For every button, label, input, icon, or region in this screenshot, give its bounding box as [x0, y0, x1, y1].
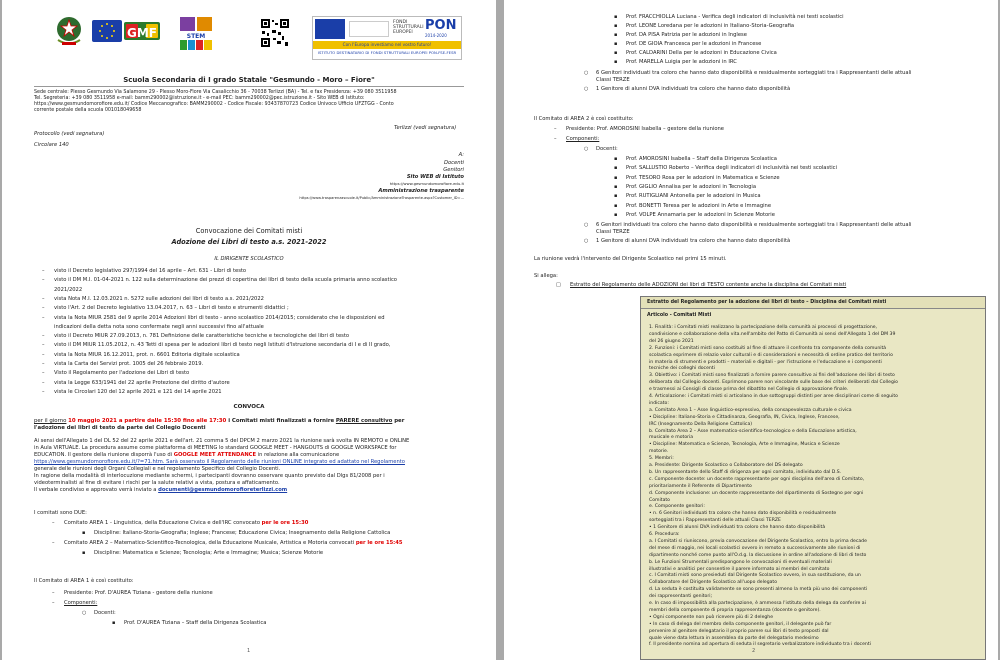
excerpt-line: • Ogni componente non può ricevere più di 2 deleghe: [649, 614, 774, 620]
body-line-2: in Aula VIRTUALE. La procedura assume come piattaforma di MEETING lo standard GOOGLE MEET - HANGOUTS di GOOGLE WORKSPACE for: [34, 445, 397, 451]
excerpt-line: quale viene data lettura in assemblea da parte del delegatario medesimo: [649, 635, 819, 641]
recipient-amm-url[interactable]: https://www.trasparenzascuole.it/Public/AmministrazioneTrasparente.aspx?Customer_ID=...: [299, 196, 464, 200]
excerpt-line: e trasmessi ai Consigli di classe prima del dibattito nel Collegio di approvazione finale.: [649, 387, 849, 393]
page-number: 1: [247, 648, 251, 654]
dash-bullet-icon: –: [42, 295, 45, 302]
gmf-school-logo: [122, 16, 162, 46]
comitati-heading: I comitati sono DUE:: [34, 510, 87, 516]
visto-item: vista Nota M.I. 12.03.2021 n. 5272 sulle adozioni dei libri di testo a.s. 2021/2022: [54, 295, 264, 302]
dash-bullet-icon: –: [42, 379, 45, 386]
dva-area1: 1 Genitore di alunni DVA individuati tra coloro che hanno dato disponibilità: [596, 86, 791, 92]
circolare: Circolare 140: [34, 142, 69, 148]
dash-bullet-icon: –: [42, 342, 45, 349]
comitato-area1: [64, 520, 308, 526]
excerpt-line: • n. 6 Genitori individuati tra coloro che hanno dato disponibilità e residualmente: [649, 511, 837, 517]
excerpt-line: tecniche dei colleghi docenti: [649, 366, 715, 372]
genitori-area1-line2: Classi TERZE: [596, 77, 630, 83]
excerpt-line: condivisione e collaborazione della vita.nell'ambito del Patto di Comunità ai sensi dell'Allegato 1 del DM 39: [649, 331, 896, 337]
area2-heading: Il Comitato di AREA 2 è così costituito:: [534, 116, 634, 122]
google-meet-attendance: GOOGLE MEET ATTENDANCE: [173, 452, 257, 458]
excerpt-line: f. Il presidente nomina ad apertura di seduta il segretario verbalizzatore individuato tra i docenti: [649, 642, 871, 648]
square-bullet-icon: ▪: [614, 174, 618, 181]
excerpt-line: musicale e motoria: [649, 435, 694, 441]
visto-item: vista la Carta dei Servizi prot. 1005 del 26 febbraio 2019.: [54, 361, 204, 367]
header-divider: [34, 86, 464, 87]
comitato-area2-time: per le ore 15:45: [355, 540, 403, 546]
excerpt-line: dei rappresentanti genitori;: [649, 594, 713, 600]
genitori-area1-line1: 6 Genitori individuati tra coloro che hanno dato disponibilità e residualmente sorteggiati tra i Rappresentanti delle attuali: [596, 70, 912, 76]
excerpt-line: 4. Articolazione: i Comitati misti si articolano in due sottogruppi distinti per aree disciplinari come di seguito: [649, 394, 898, 399]
body-line-3-text: EDUCATION. Il gestore della riunione disporrà l'uso di: [34, 452, 173, 458]
excerpt-articolo: Articolo - Comitati Misti: [647, 313, 712, 318]
dash-bullet-icon: –: [554, 136, 557, 142]
convocation-line-1: [34, 418, 404, 424]
excerpt-line: b. Le Funzioni Strumentali predispongono le convocazioni di eventuali materiali: [649, 559, 832, 565]
area1-member: Prof. LEONE Loredana per le adozioni in Italiano-Storia-Geografia: [626, 23, 795, 29]
square-bullet-icon: ▪: [82, 550, 86, 556]
comitato-area2-text: Comitato AREA 2 – Matematico-Scientifico-Tecnologica, della Educazione Musicale, Artistica e Motoria convocati: [64, 540, 355, 546]
pon-years: 2014-2020: [425, 33, 447, 38]
email-link[interactable]: documenti@gesmundomorofioreterlizzi.com: [158, 487, 288, 493]
area2-member: Prof. VOLPE Annamaria per le adozioni in Scienze Motorie: [626, 211, 775, 218]
area1-member: Prof. DE GIOIA Francesca per le adozioni in Francese: [626, 41, 762, 47]
dash-bullet-icon: –: [42, 370, 45, 377]
visto-item: visto il Decreto legislativo 297/1994 del 16 aprile – Art. 631 - Libri di testo: [54, 268, 247, 274]
visto-item: visto il DM MIUR 11.05.2012, n. 43 Tetti di spesa per le adozioni libri di testo negli Istituti d'Istruzione secondaria di I e di II grado,: [54, 342, 391, 349]
dash-bullet-icon: –: [42, 333, 45, 340]
excerpt-line: 3. Obiettivo: i Comitati misti sono finalizzati a fornire parere consultivo ai fini dell'adozione dei libri di testo: [649, 373, 895, 379]
svg-text:STEM: STEM: [186, 33, 206, 40]
excerpt-line: del mese di maggio, nei locali scolastici ovvero in remoto a successivamente alle riunioni di: [649, 545, 861, 551]
excerpt-line: scolastica esprimere di relazio valor culturali e di considerazioni e necessità di ordine pratico del territorio: [649, 352, 893, 358]
dash-bullet-icon: –: [52, 520, 55, 526]
terlizzi-date: Terlizzi (vedi segnatura): [394, 125, 457, 131]
circle-bullet-icon: ○: [82, 610, 87, 616]
area1-member: Prof. CALDARINI Della per le adozioni in Educazione Civica: [626, 50, 777, 56]
excerpt-line: a. I Comitati si riuniscono, previa convocazione del Dirigente Scolastico, entro la prima decade: [649, 538, 867, 544]
page-number: 2: [752, 648, 756, 654]
excerpt-line: del 26 giugno 2021: [649, 338, 694, 344]
excerpt-line: a. Presidente: Dirigente Scolastico o Collaboratore del DS delegato: [649, 463, 803, 468]
circle-bullet-icon: ○: [584, 238, 589, 244]
excerpt-line: indicato:: [649, 400, 669, 406]
convoca-heading: CONVOCA: [233, 404, 265, 410]
excerpt-line: e. Componente genitori:: [649, 504, 705, 510]
body-line-1: Ai sensi dell'Allegato 1 del DL 52 del 22 aprile 2021 e dell'art. 21 comma 5 del DPCM 2 marzo 2021 la riunione sarà svolta IN REMOTO e ONLINE: [34, 438, 410, 444]
area2-member: Prof. AMOROSINI Isabella – Staff della Dirigenza Scolastica: [626, 156, 777, 162]
recipient-sito: Sito WEB di Istituto: [406, 174, 464, 180]
visto-item: visto il Decreto MIUR 27.09.2013, n. 781 Definizione delle caratteristiche tecniche e tecnologiche dei libri di testo: [54, 333, 350, 340]
address-line-3: https://www.gesmundomorofiore.edu.it/ Codice Meccanografico: BAMM290002 - Codice Fiscale: 93437870723 Codice Univoco Ufficio UFZTGG - Conto: [34, 102, 394, 107]
excerpt-line: in materia di strumenti e prodotti – materiali e digitali - per l'istruzione e l'educazione e i componenti: [649, 359, 882, 365]
eu-flag-small-icon: [315, 19, 345, 39]
excerpt-line: • Discipline: Italiano-Storia e Cittadinanza, Geografia, IN, Civica, Inglese, Francese,: [649, 414, 840, 420]
address-line-2: Tel. Segreteria: +39 080 3511958 e-mail: bamm290002@istruzione.it - e-mail PEC: bamm290002@pec.istruzione.it - Sito WEB di Istituto:: [34, 96, 365, 101]
area1-presidente: Presidente: Prof. D'AUREA Tiziana - gestore della riunione: [64, 590, 213, 596]
doc-title-2: Adozione dei Libri di testo a.s. 2021-2022: [171, 238, 327, 246]
dirigente-heading: IL DIRIGENTE SCOLASTICO: [214, 256, 284, 262]
square-bullet-icon: ▪: [614, 41, 618, 47]
genitori-area2-line2: Classi TERZE: [596, 229, 630, 235]
doc-title-1: Convocazione dei Comitati misti: [195, 227, 303, 235]
recipient-sito-url[interactable]: https://www.gesmundomorofiore.edu.it: [389, 181, 464, 186]
dash-bullet-icon: –: [42, 314, 45, 321]
body-line-5: generale delle riunioni degli Organi Collegiali e nel regolamento Specifico del Collegio Docenti.: [34, 466, 281, 472]
area1-first-member: Prof. D'AUREA Tiziana – Staff della Dirigenza Scolastica: [124, 620, 267, 626]
excerpt-line: motorie.: [649, 449, 669, 455]
body-line-7: videoterminalisti al fine di evitare i rischi per la salute relativi a vista, postura e affaticamento.: [34, 480, 280, 486]
conv-per: per: [392, 418, 405, 424]
area2-docenti: Docenti:: [596, 146, 618, 152]
dash-bullet-icon: –: [42, 388, 45, 395]
area2-componenti: Componenti:: [566, 136, 600, 142]
page-2: [504, 0, 998, 660]
excerpt-line: • Discipline: Matematica e Scienze, Tecnologia, Arte e Immagine, Musica e Scienze: [649, 442, 840, 448]
square-bullet-icon: ▪: [614, 202, 618, 209]
area2-member: Prof. BONETTI Teresa per le adozioni in Arte e Immagine: [626, 202, 772, 209]
excerpt-line: • In caso di delega del membro della componente genitori, il delegante può far: [649, 621, 832, 627]
body-line-8: [34, 487, 287, 493]
dash-bullet-icon: –: [42, 277, 45, 284]
circle-bullet-icon: ○: [584, 222, 589, 228]
area2-presidente: Presidente: Prof. AMOROSINI Isabella – gestore della riunione: [566, 126, 724, 132]
visto-item: visto il DM M.I. 01-04-2021 n. 122 sulla determinazione dei prezzi di copertina dei libri di testo della scuola primaria anno scolastico: [54, 277, 397, 284]
excerpt-line: IRC (Insegnamento Della Religione Cattolica): [649, 421, 753, 427]
excerpt-line: sorteggiati tra i Rappresentanti delle attuali Classi TERZE: [649, 518, 781, 524]
dash-bullet-icon: –: [52, 590, 55, 596]
body-line-4-link[interactable]: https://www.gesmundomorofiore.edu.it/?=71.htm. Sarà osservato il Regolamento delle riunioni ONLINE integrato ed adattato nel Regolamento: [34, 459, 405, 465]
conv-day-label: per il giorno: [34, 418, 67, 424]
italian-republic-emblem-icon: [54, 14, 84, 48]
protocollo: Protocollo (vedi segnatura): [34, 131, 105, 137]
excerpt-line: Comitato: [649, 497, 670, 503]
visto-item: Visto il Regolamento per l'adozione dei Libri di testo: [54, 370, 190, 377]
excerpt-line: prioritariamente il Referente di Dipartimento: [649, 483, 752, 489]
area1-member: Prof. DA PISA Patrizia per le adozioni in Inglese: [626, 32, 747, 38]
square-bullet-icon: ▪: [614, 165, 618, 172]
excerpt-line: c. Componente docente: un docente rappresentante per ogni disciplina dell'area di Comitato,: [649, 476, 865, 482]
excerpt-line: illustrativi e analitici per consentire il parere informato ai membri del comitato: [649, 566, 830, 572]
recipient-genitori: Genitori: [443, 167, 464, 173]
square-bullet-icon: ▪: [614, 183, 618, 190]
pon-slogan: Con l'Europa investiamo nel vostro futuro!: [313, 41, 461, 49]
square-bullet-icon: ▪: [614, 156, 618, 162]
genitori-area2-line1: 6 Genitori individuati tra coloro che hanno dato disponibilità e residualmente sorteggiati tra i Rappresentanti delle attuali: [596, 222, 912, 228]
excerpt-line: deliberata dal Collegio docenti. Esprimono parere non vincolante sulle base dei criteri deliberati dal Collegio: [649, 380, 898, 386]
excerpt-line: 2. Funzioni: i Comitati misti sono costituiti al fine di attuare il confronto tra componente della comunità: [649, 345, 887, 351]
excerpt-line: membri della componente di propria rappresentanza (docente o genitore).: [649, 607, 821, 613]
area2-member: Prof. SALLUSTIO Roberto – Verifica degli indicatori di inclusività nei testi scolastici: [626, 165, 837, 172]
excerpt-line: dipartimento nonché come punto all'O.d.g. la discussione in ordine all'adozione di libri di testo: [649, 552, 867, 558]
dash-bullet-icon: –: [52, 600, 55, 606]
excerpt-line: 5. Membri:: [649, 456, 674, 462]
area1-docenti: Docenti:: [94, 610, 116, 616]
area1-heading: Il Comitato di AREA 1 è così costituito:: [34, 578, 134, 584]
square-bullet-icon: ▪: [82, 530, 86, 536]
square-bullet-icon: ▪: [614, 50, 618, 56]
excerpt-line: b. Un rappresentante dello Staff di dirigenza per ogni comitato, individuato dal D.S.: [649, 469, 842, 475]
pon-banner: [312, 16, 462, 60]
square-bullet-icon: ▪: [112, 620, 116, 626]
area2-member: Prof. RUTIGLIANI Antonella per le adozioni in Musica: [626, 193, 761, 200]
conv-parere: PARERE consultivo: [335, 418, 393, 424]
area1-member: Prof. MARELLA Luigia per le adozioni in IRC: [626, 59, 737, 65]
excerpt-line: 1. Finalità: i Comitati misti realizzano la partecipazione della comunità ai processi di progettazione,: [649, 325, 878, 330]
square-bullet-icon: ▪: [614, 193, 618, 200]
excerpt-line: c. I Comitati misti sono presieduti dal Dirigente Scolastico ovvero, in sua sostituzione, da un: [649, 573, 861, 579]
visto-item: vista la Legge 633/1941 del 22 aprile Protezione del diritto d'autore: [54, 379, 230, 386]
visto-item: vista la Nota MIUR 2581 del 9 aprile 2014 Adozioni libri di testo - anno scolastico 2014/2015; considerato che le disposizioni ed: [54, 314, 385, 321]
body-line-3-end: in relazione alla comunicazione: [257, 452, 340, 458]
excerpt-line: pervenire al genitore delegatario il proprio parere sui libri di testo proposti dal: [649, 628, 829, 634]
address-line-1: Sede centrale: Plesso Gesmundo Via Salamone 29 - Plesso Moro-Fiore Via Casalicchio 36 - 70038 Terlizzi (BA) - Tel. e fax Presidenza: +39 080 3511958: [34, 90, 397, 95]
dash-bullet-icon: –: [42, 361, 45, 367]
excerpt-line: Collaboratore del Dirigente Scolastico all'uopo delegato: [649, 580, 778, 586]
ministry-logo: [349, 21, 389, 37]
eu-flag-icon: [92, 20, 122, 42]
body-line-6: In ragione della modalità di interlocuzione mediante schermi, i partecipanti dovranno osservare quanto previsto dal Dlgs 81/2008 per i: [34, 473, 385, 479]
pon-footer: ISTITUTO DESTINATARIO DI FONDI STRUTTURALI EUROPEI PON-FSE-FESR: [317, 50, 457, 55]
dash-bullet-icon: –: [42, 268, 45, 274]
square-bullet-icon: ▪: [614, 23, 618, 29]
circle-bullet-icon: ○: [584, 146, 589, 152]
page-1: [2, 0, 496, 660]
square-bullet-icon: ▪: [614, 59, 618, 65]
excerpt-line: 6. Procedura:: [649, 532, 680, 537]
excerpt-line: b. Comitato Area 2 – Asse matematico-scientifico-tecnologico e della Educazione artistica,: [649, 428, 857, 434]
area1-componenti: Componenti:: [64, 600, 98, 606]
square-bullet-icon: ▪: [614, 14, 618, 20]
square-bullet-icon: ▪: [614, 32, 618, 38]
excerpt-line: a. Comitato Area 1 – Asse linguistico-espressivo, della consapevolezza culturale e civica: [649, 407, 852, 413]
pon-logo-text: PON: [425, 18, 457, 33]
address-line-4: corrente postale della scuola 001018049658: [34, 108, 142, 113]
visto-item: vista la Nota MIUR 16.12.2011, prot. n. 6601 Editoria digitale scolastica: [54, 351, 240, 358]
square-bullet-icon: ▪: [614, 211, 618, 218]
riunione-note: La riunione vedrà l'intervento del Dirigente Scolastico nei primi 15 minuti.: [534, 256, 727, 262]
convocation-line-2: l'adozione dei libri di testo da parte del Collegio Docenti: [34, 425, 206, 431]
area1-member: Prof. FRACCHIOLLA Luciana - Verifica degli indicatori di inclusività nei testi scolastici: [626, 14, 844, 20]
dash-bullet-icon: –: [42, 351, 45, 358]
dash-bullet-icon: –: [52, 540, 55, 546]
visto-item: indicazioni della detta nota sono confermate negli anni successivi fino all'attuale: [54, 323, 264, 330]
school-name: Scuola Secondaria di I grado Statale "Gesmundo - Moro – Fiore": [123, 76, 375, 84]
svg-text:GMF: GMF: [127, 26, 157, 40]
comitato-area1-discipline: Discipline: Italiano-Storia-Geografia; Inglese; Francese; Educazione Civica; Insegnamento della Religione Cattolica: [94, 530, 391, 536]
comitato-area1-text: Comitato AREA 1 - Linguistica, della Educazione Civica e dell'IRC convocato: [64, 520, 260, 526]
estratto-link[interactable]: Estratto del Regolamento delle ADOZIONI dei libri di TESTO contente anche la disciplina dei Comitati misti: [570, 282, 847, 288]
excerpt-line: d. Componente inclusione: un docente rappresentante del dipartimento di Sostegno per ogni: [649, 490, 864, 496]
excerpt-title: Estratto del Regolamento per la adozione dei libri di testo – Disciplina dei Comitati misti: [647, 300, 887, 305]
conv-purpose: i Comitati misti finalizzati a fornire: [226, 418, 335, 424]
recipient-amministrazione: Amministrazione trasparente: [378, 188, 464, 194]
conv-date-time: 10 maggio 2021 a partire dalle 15:30 fino alle 17:30: [68, 418, 227, 424]
excerpt-line: d. La seduta è costituita validamente se sono presenti almeno la metà più uno dei componenti: [649, 587, 868, 593]
recipient-docenti: Docenti: [444, 160, 464, 166]
area2-member: Prof. TESORO Rosa per le adozioni in Matematica e Scienze: [626, 174, 780, 181]
regolamento-excerpt-box: [640, 296, 986, 660]
checkbox-bullet-icon: □: [556, 282, 561, 288]
qr-code-icon: [260, 18, 290, 48]
circle-bullet-icon: ○: [584, 70, 589, 76]
comitato-area2-discipline: Discipline: Matematica e Scienze; Tecnologia; Arte e Immagine; Musica; Scienze Motorie: [94, 550, 324, 556]
dva-area2: 1 Genitore di alunni DVA individuati tra coloro che hanno dato disponibilità: [596, 238, 791, 244]
visto-item: visto l'Art. 2 del Decreto legislativo 13.04.2017, n. 63 – Libri di testo e strumenti didattici ;: [54, 305, 289, 312]
stem-logo: [178, 17, 214, 51]
recipients-label: A:: [458, 152, 464, 158]
si-allega: Si allega:: [534, 273, 558, 279]
visto-item: vista le Circolari 120 del 12 aprile 2021 e 121 del 14 aprile 2021: [54, 388, 222, 395]
comitato-area1-time: per le ore 15:30: [261, 520, 309, 526]
excerpt-line: e. In caso di impossibilità alla partecipazione, è ammessa l'istituto della delega da conferire ai: [649, 601, 866, 606]
verbale-text: Il verbale condiviso e approvato verrà inviato a: [34, 487, 157, 493]
excerpt-line: • 1 Genitore di alunni DVA individuati tra coloro che hanno dato disponibilità: [649, 525, 826, 531]
area2-member: Prof. GIGLIO Annalisa per le adozioni in Tecnologia: [626, 183, 757, 190]
dash-bullet-icon: –: [554, 126, 557, 132]
visto-item: 2021/2022: [54, 286, 83, 293]
body-line-3: [34, 452, 339, 458]
comitato-area2: [64, 540, 402, 546]
dash-bullet-icon: –: [42, 305, 45, 312]
circle-bullet-icon: ○: [584, 86, 589, 92]
pon-subtitle: FONDI STRUTTURALI EUROPEI: [393, 20, 424, 35]
